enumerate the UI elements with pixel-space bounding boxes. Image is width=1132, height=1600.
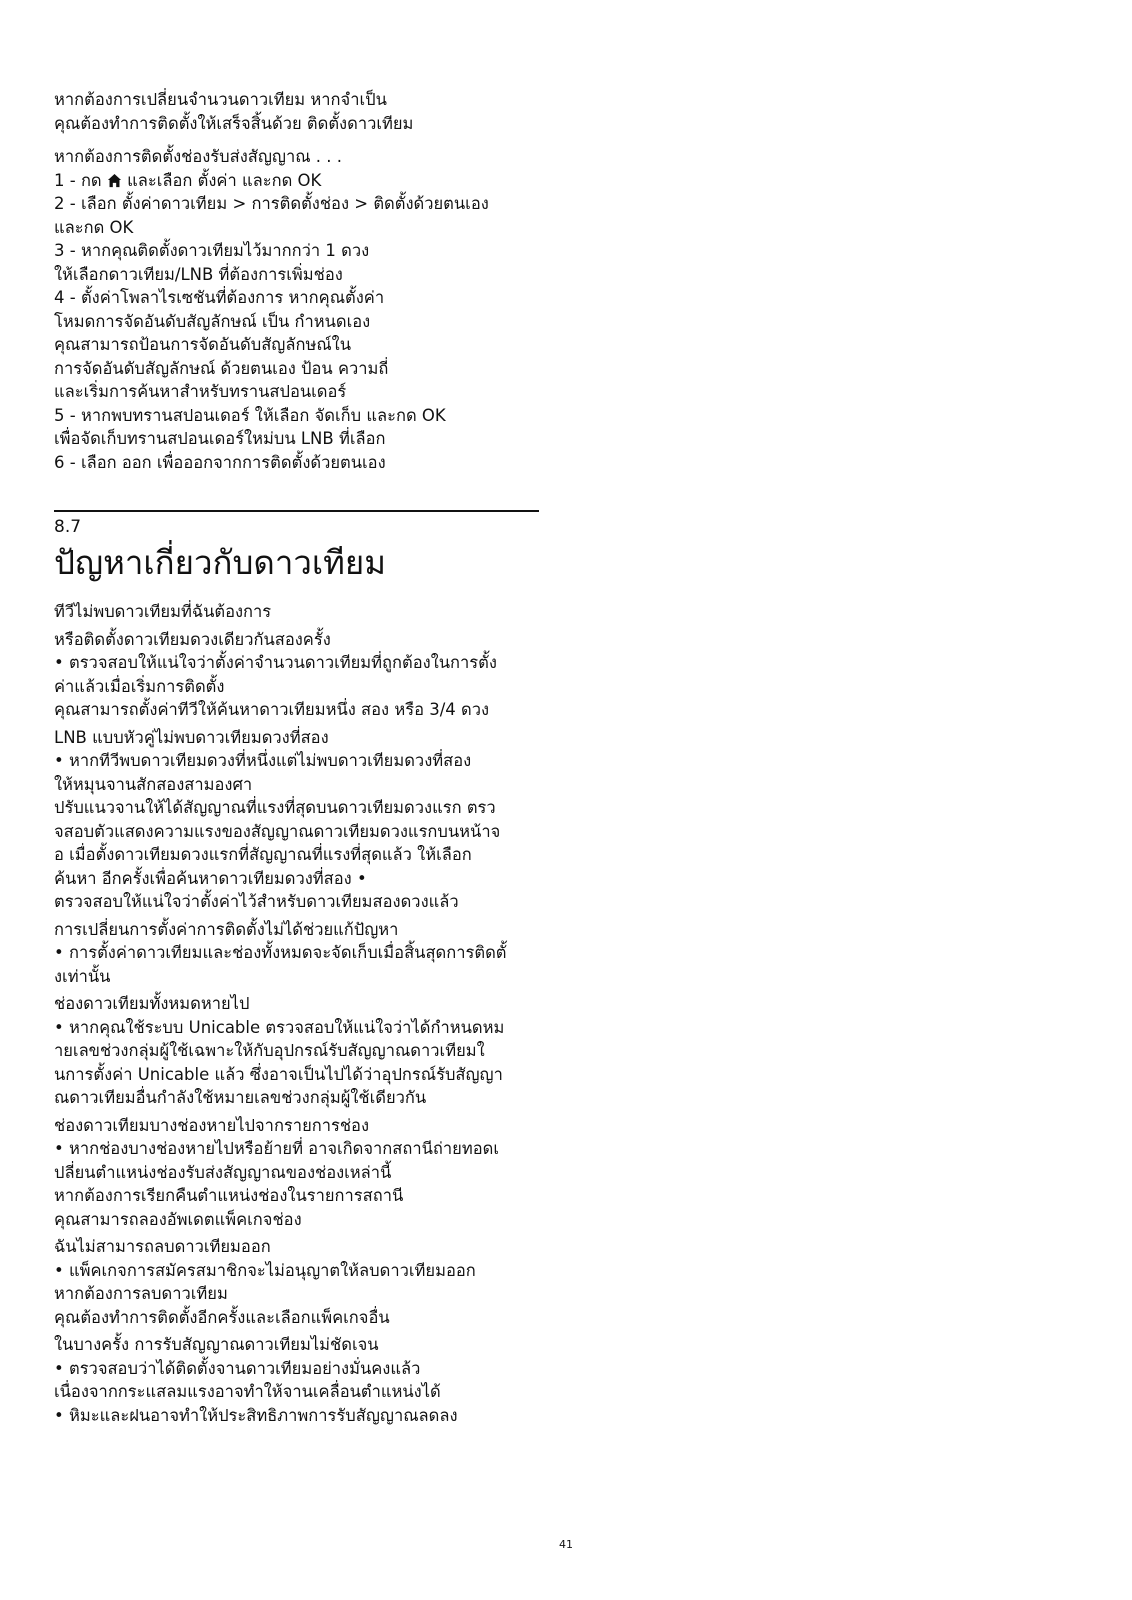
text-line: นการตั้งค่า Unicable แล้ว ซึ่งอาจเป็นไปได้ว่าอุปกรณ์รับสัญญา	[54, 1064, 503, 1084]
paragraph-settings-change	[54, 918, 544, 989]
paragraph-some-channels-gone	[54, 1114, 544, 1232]
step-1	[54, 169, 544, 193]
install-steps	[54, 145, 544, 474]
paragraph-duplicate-install	[54, 628, 544, 722]
text-line: 2 - เลือก ตั้งค่าดาวเทียม > การติดตั้งช่อง > ติดตั้งด้วยตนเอง	[54, 194, 489, 213]
text-column	[54, 88, 544, 1431]
text-line: • ตรวจสอบว่าได้ติดตั้งจานดาวเทียมอย่างมั่นคงแล้ว	[54, 1358, 421, 1378]
text-line: ปลี่ยนตำแหน่งช่องรับส่งสัญญาณของช่องเหล่านี้	[54, 1162, 392, 1182]
text-line: 4 - ตั้งค่าโพลาไรเซชันที่ต้องการ หากคุณตั้งค่า	[54, 288, 385, 307]
text-line: คุณต้องทำการติดตั้งให้เสร็จสิ้นด้วย ติดตั้งดาวเทียม	[54, 113, 414, 133]
text-line: คุณสามารถป้อนการจัดอันดับสัญลักษณ์ใน	[54, 335, 351, 354]
text-line: หากต้องการเปลี่ยนจำนวนดาวเทียม หากจำเป็น	[54, 90, 387, 109]
section-divider	[54, 510, 539, 512]
text-line: หากต้องการลบดาวเทียม	[54, 1284, 228, 1303]
text-line: เพื่อจัดเก็บทรานสปอนเดอร์ใหม่บน LNB ที่เลือก	[54, 429, 386, 448]
text-line: งเท่านั้น	[54, 966, 111, 986]
text-line: การจัดอันดับสัญลักษณ์ ด้วยตนเอง ป้อน ความถี่	[54, 358, 389, 378]
text-line: หากต้องการติดตั้งช่องรับส่งสัญญาณ . . .	[54, 147, 342, 166]
text-line: ปรับแนวจานให้ได้สัญญาณที่แรงที่สุดบนดาวเทียมดวงแรก ตรว	[54, 798, 496, 817]
step-1-prefix: 1 - กด	[54, 170, 102, 190]
text-line: ค่าแล้วเมื่อเริ่มการติดตั้ง	[54, 676, 225, 696]
text-line: และกด OK	[54, 217, 134, 237]
text-line: • แพ็คเกจการสมัครสมาชิกจะไม่อนุญาตให้ลบดาวเทียมออก	[54, 1260, 476, 1280]
text-line: คุณสามารถตั้งค่าทีวีให้ค้นหาดาวเทียมหนึ่ง สอง หรือ 3/4 ดวง	[54, 700, 490, 719]
text-line: • หากช่องบางช่องหายไปหรือย้ายที่ อาจเกิดจากสถานีถ่ายทอดเ	[54, 1139, 499, 1158]
page-number: 41	[559, 1538, 573, 1551]
text-line: จสอบตัวแสดงความแรงของสัญญาณดาวเทียมดวงแรกบนหน้าจ	[54, 821, 501, 841]
text-line: ณดาวเทียมอื่นกำลังใช้หมายเลขช่วงกลุ่มผู้ใช้เดียวกัน	[54, 1088, 427, 1107]
text-line: 3 - หากคุณติดตั้งดาวเทียมไว้มากกว่า 1 ดวง	[54, 241, 370, 260]
home-icon	[107, 173, 122, 188]
text-line: ายเลขช่วงกลุ่มผู้ใช้เฉพาะให้กับอุปกรณ์รับสัญญาณดาวเทียมใ	[54, 1041, 485, 1060]
subheading: ช่องดาวเทียมทั้งหมดหายไป	[54, 994, 250, 1013]
text-line: อ เมื่อตั้งดาวเทียมดวงแรกที่สัญญาณที่แรงที่สุดแล้ว ให้เลือก	[54, 845, 472, 864]
text-line: • หากคุณใช้ระบบ Unicable ตรวจสอบให้แน่ใจว่าได้กำหนดหม	[54, 1017, 505, 1037]
text-line: • หากทีวีพบดาวเทียมดวงที่หนึ่งแต่ไม่พบดาวเทียมดวงที่สอง	[54, 751, 472, 770]
text-line: ให้หมุนจานสักสองสามองศา	[54, 774, 253, 794]
text-line: 5 - หากพบทรานสปอนเดอร์ ให้เลือก จัดเก็บ และกด OK	[54, 405, 446, 425]
subheading: LNB แบบหัวคู่ไม่พบดาวเทียมดวงที่สอง	[54, 727, 329, 747]
paragraph-cannot-remove	[54, 1235, 544, 1329]
section-title: ปัญหาเกี่ยวกับดาวเทียม	[54, 543, 387, 582]
intro-paragraph	[54, 88, 544, 135]
paragraph-poor-reception	[54, 1333, 544, 1427]
subheading: การเปลี่ยนการตั้งค่าการติดตั้งไม่ได้ช่วยแก้ปัญหา	[54, 919, 399, 939]
text-line: และเริ่มการค้นหาสำหรับทรานสปอนเดอร์	[54, 382, 347, 401]
text-line: • การตั้งค่าดาวเทียมและช่องทั้งหมดจะจัดเก็บเมื่อสิ้นสุดการติดตั้	[54, 943, 507, 962]
section-number: 8.7	[54, 517, 82, 537]
step-1-suffix: และเลือก ตั้งค่า และกด OK	[127, 170, 322, 190]
text-line: • หิมะและฝนอาจทำให้ประสิทธิภาพการรับสัญญาณลดลง	[54, 1405, 458, 1425]
text-line: • ตรวจสอบให้แน่ใจว่าตั้งค่าจำนวนดาวเทียมที่ถูกต้องในการตั้ง	[54, 653, 497, 672]
text-line: คุณสามารถลองอัพเดตแพ็คเกจช่อง	[54, 1209, 302, 1229]
text-line: หากต้องการเรียกคืนตำแหน่งช่องในรายการสถานี	[54, 1186, 404, 1205]
subheading: ฉันไม่สามารถลบดาวเทียมออก	[54, 1237, 271, 1256]
paragraph-satellite-not-found	[54, 600, 544, 624]
text-line: หรือติดตั้งดาวเทียมดวงเดียวกันสองครั้ง	[54, 629, 331, 649]
text-line: ค้นหา อีกครั้งเพื่อค้นหาดาวเทียมดวงที่สอง •	[54, 868, 367, 888]
text-line: โหมดการจัดอันดับสัญลักษณ์ เป็น กำหนดเอง	[54, 311, 371, 331]
paragraph-twin-lnb	[54, 726, 544, 914]
text-line: คุณต้องทำการติดตั้งอีกครั้งและเลือกแพ็คเกจอื่น	[54, 1307, 390, 1327]
text-line: ตรวจสอบให้แน่ใจว่าตั้งค่าไว้สำหรับดาวเทียมสองดวงแล้ว	[54, 892, 459, 911]
paragraph-all-channels-gone	[54, 992, 544, 1110]
subheading: ช่องดาวเทียมบางช่องหายไปจากรายการช่อง	[54, 1115, 370, 1135]
subheading: ทีวีไม่พบดาวเทียมที่ฉันต้องการ	[54, 602, 272, 621]
text-line: เนื่องจากกระแสลมแรงอาจทำให้จานเคลื่อนตำแหน่งได้	[54, 1382, 441, 1401]
subheading: ในบางครั้ง การรับสัญญาณดาวเทียมไม่ชัดเจน	[54, 1335, 379, 1354]
text-line: ให้เลือกดาวเทียม/LNB ที่ต้องการเพิ่มช่อง	[54, 264, 343, 284]
text-line: 6 - เลือก ออก เพื่อออกจากการติดตั้งด้วยตนเอง	[54, 452, 386, 472]
